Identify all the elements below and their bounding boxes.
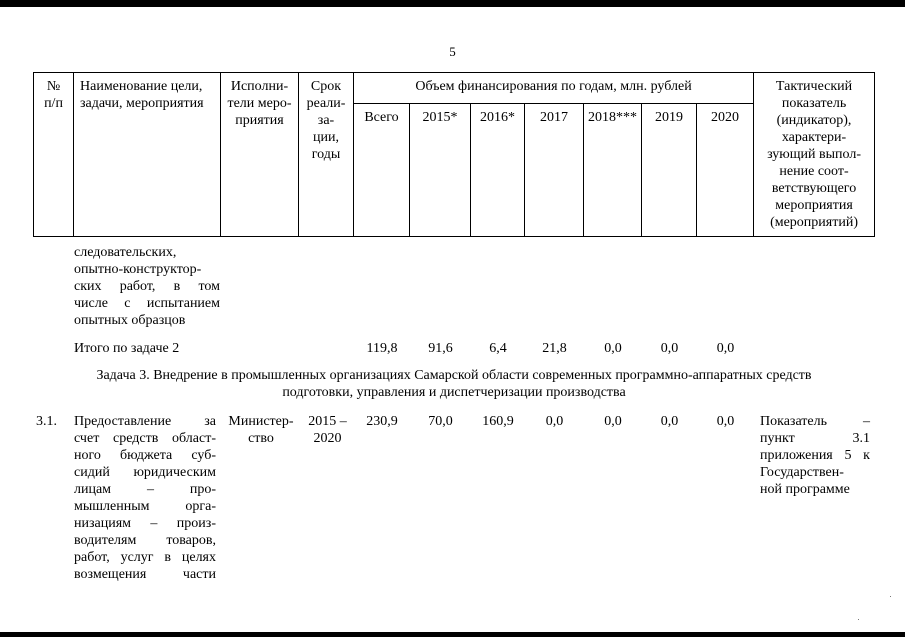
scan-speck [858,619,859,620]
header-tactical-indicator: Тактический показатель (индикатор), характери- зующий выпол- нение соот- ветствующего мероприятия (мероприятий) [754,73,875,237]
header-col-2020: 2020 [697,104,754,237]
row-3-1-value-2015: 70,0 [428,414,453,429]
header-col-2017: 2017 [525,104,584,237]
row-3-1-value-2016: 160,9 [482,414,514,429]
row-3-1-indicator: Показатель – пункт 3.1 приложения 5 к Государствен- ной программе [760,414,870,497]
total-value-2020: 0,0 [716,341,735,356]
row-3-1-name: Предоставление за счет средств област- ного бюджета суб- сидий юридическим лицам – про- мышленным орга- низациям – произ- водителям товаров, работ, услуг в целях возмещения части [74,414,216,582]
header-col-2018: 2018*** [584,104,642,237]
total-value-2015: 91,6 [428,341,453,356]
top-rule [0,0,905,7]
bottom-rule [0,632,905,637]
scan-speck [890,596,891,597]
total-value-2018: 0,0 [604,341,622,356]
row-3-1-number: 3.1. [36,414,57,429]
row-3-1-value-2017: 0,0 [545,414,564,429]
total-task2-label: Итого по задаче 2 [74,341,180,356]
header-financing: Объем финансирования по годам, млн. рублей [354,73,754,104]
total-value-2016: 6,4 [489,341,507,356]
header-col-2015: 2015* [410,104,471,237]
row-3-1-term: 2015 – 2020 [308,414,347,446]
total-value-all: 119,8 [366,341,398,356]
row-3-1-value-2018: 0,0 [604,414,622,429]
task3-heading: Задача 3. Внедрение в промышленных организациях Самарской области современных программно-аппаратных средств подготовки, управления и диспетчеризации производства [96,368,812,400]
total-value-2017: 21,8 [542,341,567,356]
header-name: Наименование цели, задачи, мероприятия [74,73,221,237]
continued-item-text: следовательских, опытно-конструктор- ских работ, в том числе с испытанием опытных образцов [74,245,220,328]
row-3-1-value-2019: 0,0 [660,414,679,429]
table-header [33,72,875,237]
header-col-2019: 2019 [642,104,697,237]
row-3-1-executor: Министер- ство [228,414,294,446]
header-term: Срок реали- за- ции, годы [299,73,354,237]
header-col-2016: 2016* [471,104,525,237]
header-number: № п/п [34,73,74,237]
header-col-total: Всего [354,104,410,237]
total-value-2019: 0,0 [660,341,679,356]
row-3-1-value-2020: 0,0 [716,414,735,429]
page-number: 5 [449,44,456,59]
header-executors: Исполни- тели меро- приятия [221,73,299,237]
row-3-1-value-all: 230,9 [366,414,398,429]
